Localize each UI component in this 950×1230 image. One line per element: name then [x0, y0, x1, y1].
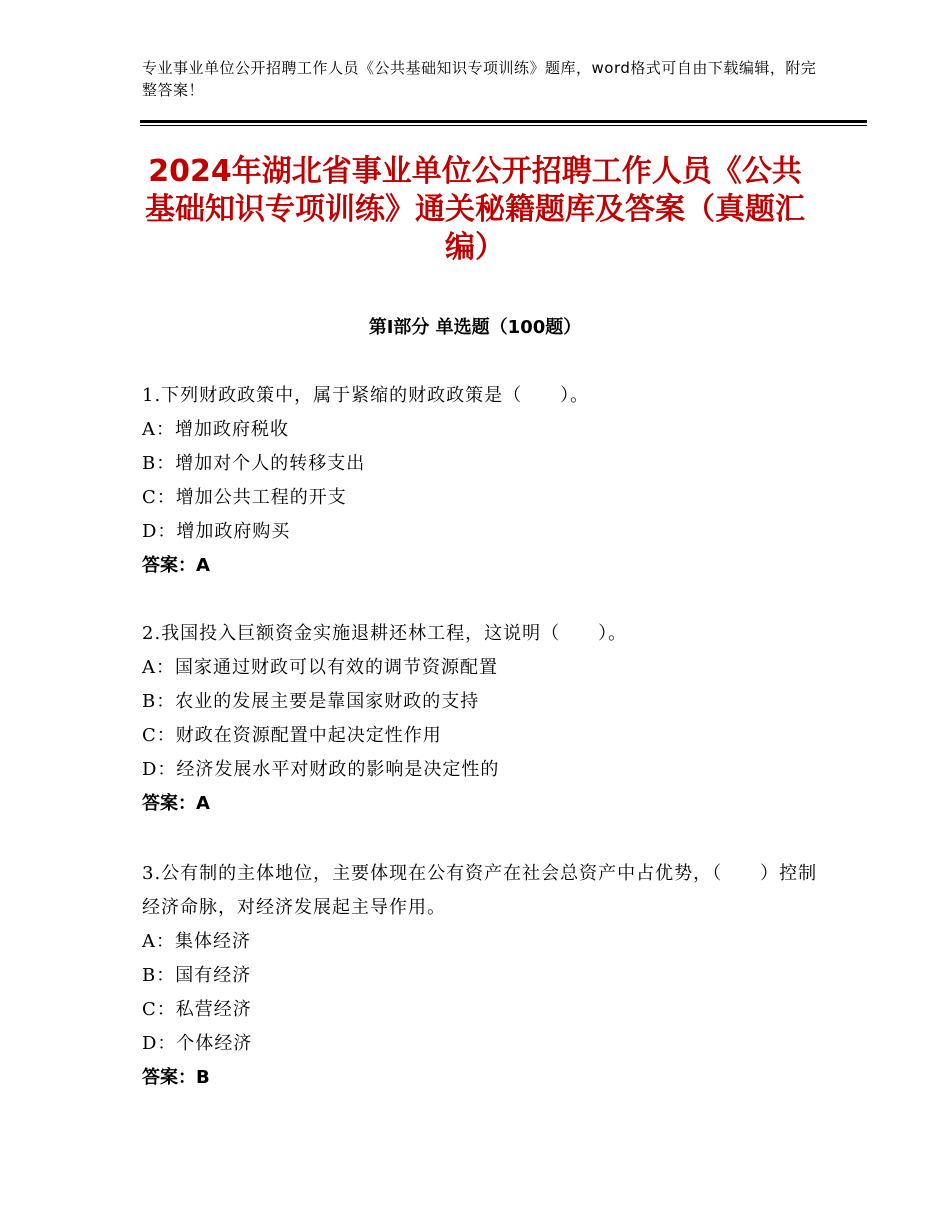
option-d: D：个体经济	[142, 1033, 253, 1054]
option-c: C：财政在资源配置中起决定性作用	[142, 725, 442, 746]
option-c: C：私营经济	[142, 999, 252, 1020]
option-b: B：国有经济	[142, 965, 252, 986]
option-b: B：农业的发展主要是靠国家财政的支持	[142, 691, 480, 712]
section-heading: 第Ⅰ部分 单选题（100题）	[368, 317, 582, 338]
option-a: A：增加政府税收	[142, 419, 289, 440]
question-stem: 3.公有制的主体地位，主要体现在公有资产在社会总资产中占优势，（ ）控制经济命脉，对经济发展起主导作用。	[142, 863, 818, 918]
question-stem: 1.下列财政政策中，属于紧缩的财政政策是（ ）。	[142, 385, 590, 406]
option-a: A：集体经济	[142, 931, 251, 952]
answer-key: 答案：A	[142, 793, 210, 814]
question-2	[142, 617, 822, 821]
option-a: A：国家通过财政可以有效的调节资源配置	[142, 657, 498, 678]
option-b: B：增加对个人的转移支出	[142, 453, 366, 474]
answer-key: 答案：A	[142, 555, 210, 576]
question-stem: 2.我国投入巨额资金实施退耕还林工程，这说明（ ）。	[142, 623, 628, 644]
header-divider-thick	[140, 120, 867, 123]
question-3	[142, 857, 822, 1095]
header-note: 专业事业单位公开招聘工作人员《公共基础知识专项训练》题库，word格式可自由下载编辑，附完整答案！	[142, 59, 817, 99]
option-d: D：经济发展水平对财政的影响是决定性的	[142, 759, 500, 780]
question-1	[142, 379, 822, 583]
option-d: D：增加政府购买	[142, 521, 291, 542]
option-c: C：增加公共工程的开支	[142, 487, 347, 508]
header-divider-thin	[140, 125, 867, 126]
document-title: 2024年湖北省事业单位公开招聘工作人员《公共基础知识专项训练》通关秘籍题库及答案（真题汇编）	[145, 154, 805, 265]
answer-key: 答案：B	[142, 1067, 210, 1088]
